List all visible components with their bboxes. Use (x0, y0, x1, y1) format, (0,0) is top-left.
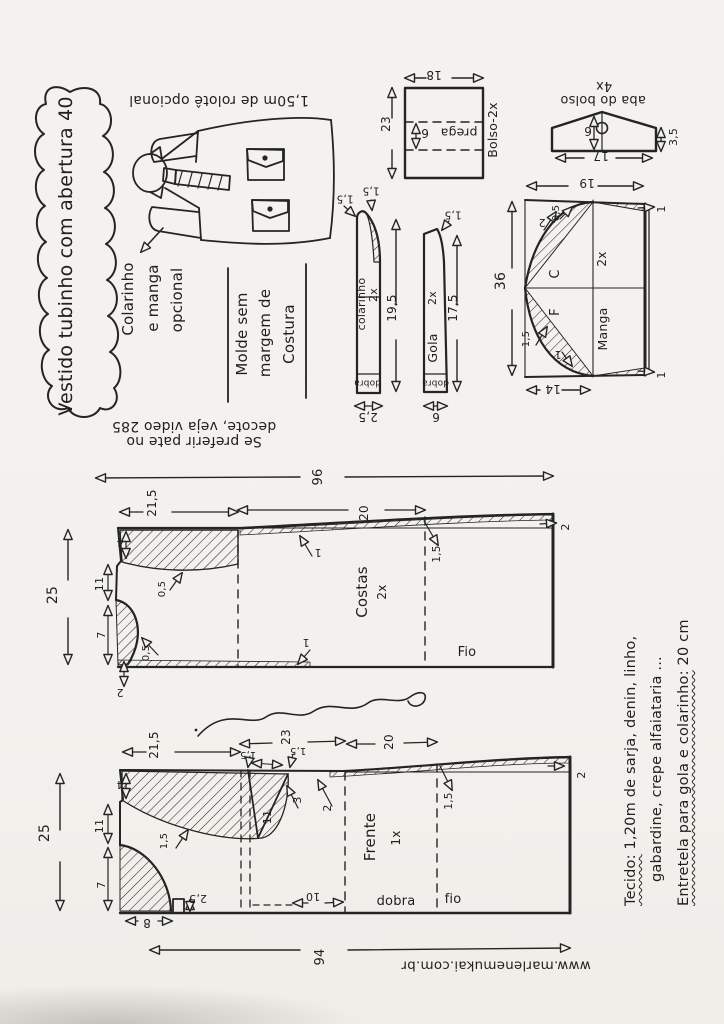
frente-fold-label: dobra (376, 894, 416, 909)
bolso-width-dim: 18 (426, 67, 442, 82)
frente-dart-width-dim: 3 (291, 796, 304, 804)
frente-grain-label: fio (444, 892, 462, 907)
colarinho-length-dim: 19,5 (385, 294, 399, 322)
fabric-note-line3 (677, 534, 693, 906)
costas-shoulder-dim: 4 (116, 535, 124, 549)
costas-seg2-dim: 20 (357, 505, 371, 521)
frente-neck-dim: 11 (93, 818, 106, 834)
fabric-note-line2: gabardine, crepe alfaiataria ... (649, 656, 665, 882)
manga-hem-dim2: 1 (655, 371, 668, 379)
costas-grain-label: Fio (457, 645, 477, 660)
manga-bottom-dim: 14 (545, 381, 561, 396)
bolso-height-dim: 23 (379, 116, 393, 132)
aba-qty: 4x (595, 78, 613, 94)
frente-arm-dim: 7 (95, 881, 108, 889)
gola-name: Gola (425, 333, 440, 363)
decote-note (66, 418, 322, 448)
aba-width-dim: 17 (593, 148, 609, 163)
frente-qty: 1x (389, 830, 403, 846)
gola-width-dim: 6 (432, 409, 440, 424)
frente-dart-side-dim: 2 (321, 804, 334, 812)
collar-note-line2: e manga (144, 264, 162, 332)
frente-piece (60, 741, 570, 950)
collar-note-line3: opcional (168, 267, 186, 333)
colarinho-width-dim: 2,5 (358, 409, 378, 424)
scan-shadow (0, 985, 360, 1024)
costas-name: Costas (353, 566, 371, 618)
costas-seg1-dim: 21,5 (145, 489, 159, 517)
costas-curve-dim2: 0,5 (141, 644, 152, 662)
colarinho-tip2-dim: 1,5 (362, 184, 380, 197)
bolso-pleat-label: prega (440, 125, 478, 141)
gola-qty: 2x (426, 291, 439, 305)
manga-piece (512, 186, 654, 390)
fabric-note-line3-keyword: Entretela para gola e colarinho: (676, 670, 692, 906)
frente-seg2-dim: 23 (279, 729, 293, 745)
frente-vent-dim: 2,5 (188, 891, 208, 905)
decote-note-line1: Se preferir pate no (126, 433, 262, 450)
manga-front-letter: F (548, 308, 563, 316)
manga-back-letter: C (548, 269, 563, 279)
bolso-pleat-dim: 6 (421, 125, 429, 140)
manga-hem-dim1: 1 (655, 205, 668, 213)
frente-name: Frente (361, 812, 379, 862)
title-cloud (35, 87, 120, 417)
costas-seam-dim1: 1 (314, 545, 322, 559)
molde-note-line3: Costura (280, 304, 298, 364)
rolote-note: 1,50m de rolotê opcional (129, 92, 309, 109)
decote-note-line2: decote, veja video 285 (111, 418, 277, 435)
manga-cap-dim2: 0,5 (551, 204, 562, 222)
frente-width-dim: 25 (37, 823, 53, 843)
frente-placket-dim: 10 (305, 889, 321, 903)
costas-hem-dim: 2 (559, 523, 572, 531)
costas-width-dim: 25 (45, 585, 61, 605)
costas-arm-dim: 7 (95, 631, 108, 639)
manga-cap-dim4: 1 (554, 347, 562, 361)
costas-waist-dim: 1,5 (431, 545, 443, 563)
costas-neck-dim: 11 (93, 576, 106, 592)
manga-qty: 2x (595, 251, 609, 267)
molde-note-line1: Molde sem (233, 292, 251, 376)
pattern-title: Vestido tubinho com abertura 40 (55, 96, 77, 416)
gola-tip-dim: 1,5 (444, 208, 462, 221)
dress-illustration (133, 118, 334, 252)
frente-dart-dim1: 1,5 (239, 748, 257, 760)
aba-side-dim: 3,5 (667, 127, 680, 147)
gola-length-dim: 17,5 (446, 294, 460, 322)
costas-curve-dim1: 0,5 (157, 580, 168, 598)
costas-qty: 2x (375, 584, 389, 600)
frente-total-dim: 94 (313, 948, 328, 966)
gola-fold-label: dobra (421, 377, 449, 388)
colarinho-name: colarinho (355, 277, 368, 331)
fabric-note-line1-rest: 1,20m de sarja, denin, linho, (623, 635, 639, 855)
aba-center-dim: 6 (584, 123, 592, 138)
colarinho-qty: 2x (367, 288, 380, 302)
collar-note-line1: Colarinho (119, 262, 137, 336)
manga-height-dim: 36 (493, 271, 509, 291)
costas-total-dim: 96 (311, 468, 326, 486)
costas-seam-dim2: 1 (302, 635, 310, 649)
colarinho-tip1-dim: 1,5 (336, 192, 354, 205)
frente-waist-dim: 1,5 (443, 792, 455, 810)
frente-seg3-dim: 20 (382, 734, 396, 750)
fabric-note-line1-keyword: Tecido: (623, 854, 639, 906)
manga-cap-dim1: 2 (538, 215, 546, 229)
frente-vent-bottom-dim: 8 (143, 915, 151, 930)
colarinho-fold-label: dobra (353, 377, 381, 388)
website-note: www.marlenemukai.com.br (401, 957, 591, 974)
manga-top-dim: 19 (579, 175, 595, 190)
frente-neck-curve-dim: 1,5 (159, 832, 170, 850)
frente-dart-dim2: 1,5 (289, 744, 307, 756)
molde-note-line2: margem de (256, 288, 274, 378)
collar-pointer-arrow (141, 228, 163, 252)
aba-name: aba do bolso (560, 92, 646, 108)
manga-cap-dim3: 1,5 (521, 330, 532, 348)
frente-dart-length-dim: 11 (261, 809, 274, 825)
costas-below-dim: 2 (116, 685, 124, 699)
frente-shoulder-dim: 4 (116, 777, 124, 791)
frente-seg1-dim: 21,5 (147, 731, 161, 759)
fabric-note-line3-rest: 20 cm (676, 619, 692, 671)
frente-hem-dim: 2 (575, 771, 588, 779)
fabric-note-line1 (624, 534, 640, 906)
bolso-name: Bolso-2x (485, 102, 500, 158)
manga-name: Manga (595, 307, 610, 351)
